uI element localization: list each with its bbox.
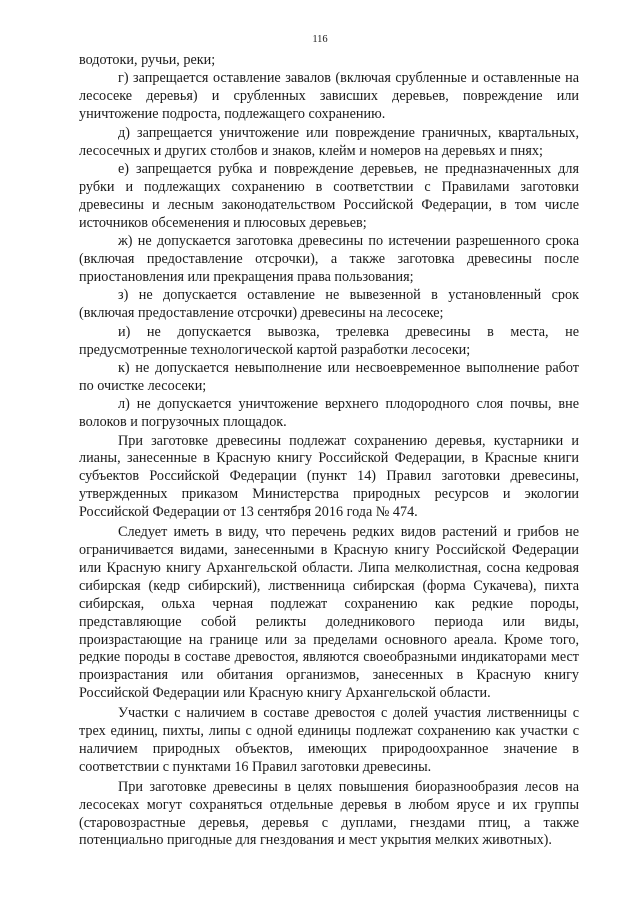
document-body xyxy=(79,52,579,851)
paragraph-red-book: При заготовке древесины подлежат сохранению деревья, кустарники и лианы, занесенные в Красную книгу Российской Федерации, в Красные книги субъектов Российской Федерации (пункт 14) Правил заготовки древесины, утвержденных приказом Министерства природных ресурсов и экологии Российской Федерации от 13 сентября 2016 года № 474. xyxy=(79,432,579,521)
paragraph-item-e: е) запрещается рубка и повреждение деревьев, не предназначенных для рубки и подлежащих сохранению в соответствии с Правилами заготовки древесины и лесным законодательством Российской Федерации, в том числе источников обсеменения и плюсовых деревьев; xyxy=(79,160,579,231)
paragraph-larch-plots: Участки с наличием в составе древостоя с долей участия лиственницы с трех единиц, пихты, липы с одной единицы подлежат сохранению как участки с наличием природных объектов, имеющих природоохранное значение в соответствии с пунктами 16 Правил заготовки древесины. xyxy=(79,705,579,775)
paragraph-continuation: водотоки, ручьи, реки; xyxy=(79,52,216,68)
paragraph-item-g: г) запрещается оставление завалов (включая срубленные и оставленные на лесосеке деревья) и срубленных зависших деревьев, повреждение или уничтожение подроста, подлежащего сохранению. xyxy=(79,70,579,123)
paragraph-biodiversity: При заготовке древесины в целях повышения биоразнообразия лесов на лесосеках могут сохраняться отдельные деревья в любом ярусе и их группы (старовозрастные деревья, деревья с дуплами, гнездами птиц, а также потенциально пригодные для гнездования и мест укрытия мелких животных). xyxy=(79,778,579,849)
paragraph-rare-species: Следует иметь в виду, что перечень редких видов растений и грибов не ограничивается видами, занесенными в Красную книгу Российской Федерации или Красную книгу Архангельской области. Липа мелколистная, сосна кедровая сибирская (кедр сибирский), лиственница сибирская (форма Сукачева), пихта сибирская, ольха черная подлежат сохранению как редкие породы, представляющие собой реликты доледникового периода или виды, произрастающие на границе или за пределами основного ареала. Кроме того, редкие породы в составе древостоя, являются своеобразными индикаторами мест произрастания или обитания организмов, занесенных в Красную книгу Российской Федерации или Красную книгу Архангельской области. xyxy=(79,524,579,702)
paragraph-item-i: и) не допускается вывозка, трелевка древесины в места, не предусмотренные технологической картой разработки лесосеки; xyxy=(79,323,579,358)
paragraph-item-l: л) не допускается уничтожение верхнего плодородного слоя почвы, вне волоков и погрузочных площадок. xyxy=(79,396,579,431)
paragraph-item-k: к) не допускается невыполнение или несвоевременное выполнение работ по очистке лесосеки; xyxy=(79,359,579,394)
page-number: 116 xyxy=(312,34,328,45)
paragraph-item-zh: ж) не допускается заготовка древесины по истечении разрешенного срока (включая предоставление отсрочки), а также заготовка древесины после приостановления или прекращения права пользования; xyxy=(79,233,579,285)
paragraph-item-d: д) запрещается уничтожение или повреждение граничных, квартальных, лесосечных и других столбов и знаков, клейм и номеров на деревьях и пнях; xyxy=(79,124,579,159)
paragraph-item-z: з) не допускается оставление не вывезенной в установленный срок (включая предоставление отсрочки) древесины на лесосеке; xyxy=(79,287,579,322)
